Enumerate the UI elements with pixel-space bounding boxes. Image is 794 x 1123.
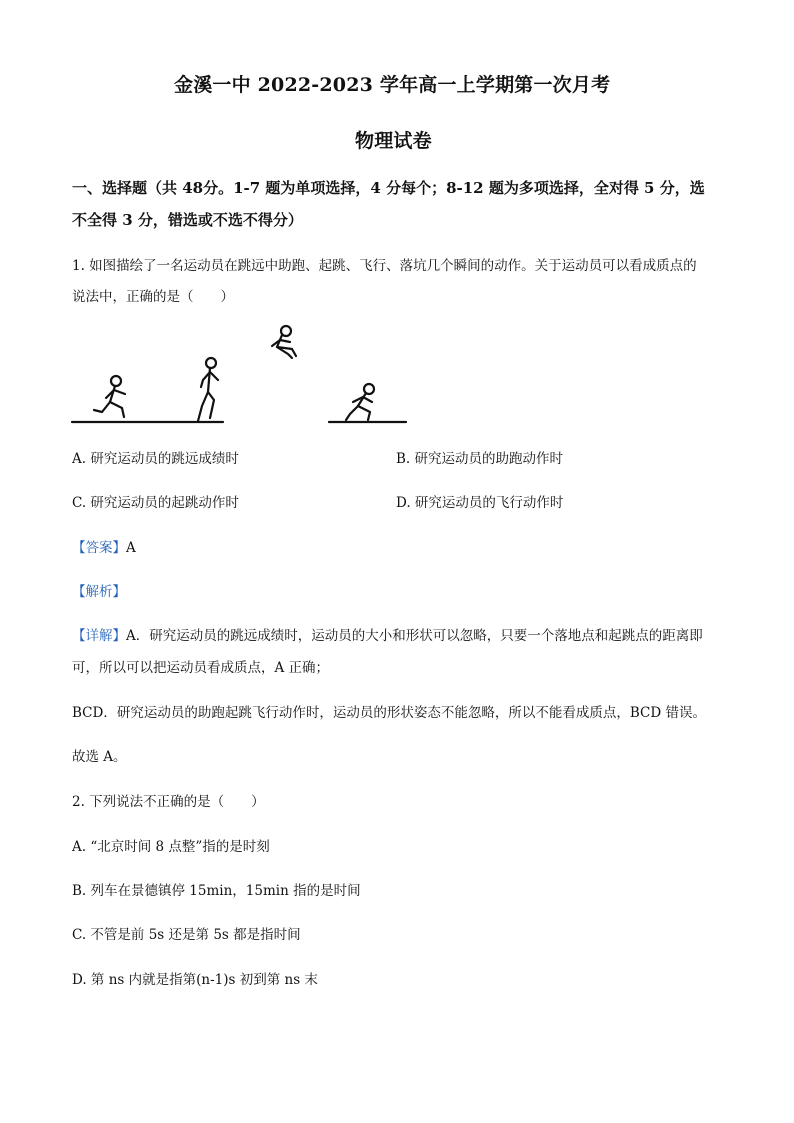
q2-option-d[interactable]: D. 第 ns 内就是指第(n-1)s 初到第 ns 末 bbox=[72, 972, 318, 988]
section-heading-line2: 不全得 3 分，错选或不选不得分） bbox=[72, 211, 303, 229]
section-heading-line1: 一、选择题（共 48分。1-7 题为单项选择，4 分每个；8-12 题为多项选择，全对得 5 分，选 bbox=[72, 179, 705, 197]
long-jump-figure bbox=[70, 320, 415, 430]
q1-option-d[interactable]: D. 研究运动员的飞行动作时 bbox=[396, 495, 564, 511]
q1-option-a[interactable]: A. 研究运动员的跳远成绩时 bbox=[72, 451, 239, 467]
detail-text-1: A．研究运动员的跳远成绩时，运动员的大小和形状可以忽略，只要一个落地点和起跳点的距离即 bbox=[126, 628, 703, 644]
analysis-tag: 【解析】 bbox=[72, 584, 126, 600]
flight-figure bbox=[272, 326, 296, 358]
document-subtitle: 物理试卷 bbox=[355, 130, 432, 152]
q2-option-a[interactable]: A. “北京时间 8 点整”指的是时刻 bbox=[72, 839, 270, 855]
section-heading bbox=[72, 172, 732, 236]
q2-stem: 2. 下列说法不正确的是（ ） bbox=[72, 794, 265, 810]
q1-conclusion: 故选 A。 bbox=[72, 749, 127, 765]
q1-answer bbox=[72, 536, 136, 556]
runner-figure bbox=[94, 376, 125, 417]
landing-figure bbox=[346, 384, 374, 420]
q1-option-c[interactable]: C. 研究运动员的起跳动作时 bbox=[72, 495, 239, 511]
q1-option-b[interactable]: B. 研究运动员的助跑动作时 bbox=[396, 451, 564, 467]
takeoff-figure bbox=[198, 358, 218, 421]
answer-value: A bbox=[126, 540, 136, 556]
q1-stem-line1: 1. 如图描绘了一名运动员在跳远中助跑、起跳、飞行、落坑几个瞬间的动作。关于运动员可以看成质点的 bbox=[72, 258, 697, 274]
answer-tag: 【答案】 bbox=[72, 540, 126, 556]
q1-stem-line2: 说法中，正确的是（ ） bbox=[72, 289, 234, 305]
q1-detail-line1 bbox=[72, 624, 703, 644]
detail-tag: 【详解】 bbox=[72, 628, 126, 644]
document-title: 金溪一中 2022-2023 学年高一上学期第一次月考 bbox=[174, 74, 611, 96]
q1-detail-line2: 可，所以可以把运动员看成质点，A 正确； bbox=[72, 660, 330, 676]
q2-option-b[interactable]: B. 列车在景德镇停 15min，15min 指的是时间 bbox=[72, 883, 361, 899]
q1-detail-line3: BCD．研究运动员的助跑起跳飞行动作时，运动员的形状姿态不能忽略，所以不能看成质点，BCD 错误。 bbox=[72, 705, 706, 721]
q2-option-c[interactable]: C. 不管是前 5s 还是第 5s 都是指时间 bbox=[72, 927, 301, 943]
